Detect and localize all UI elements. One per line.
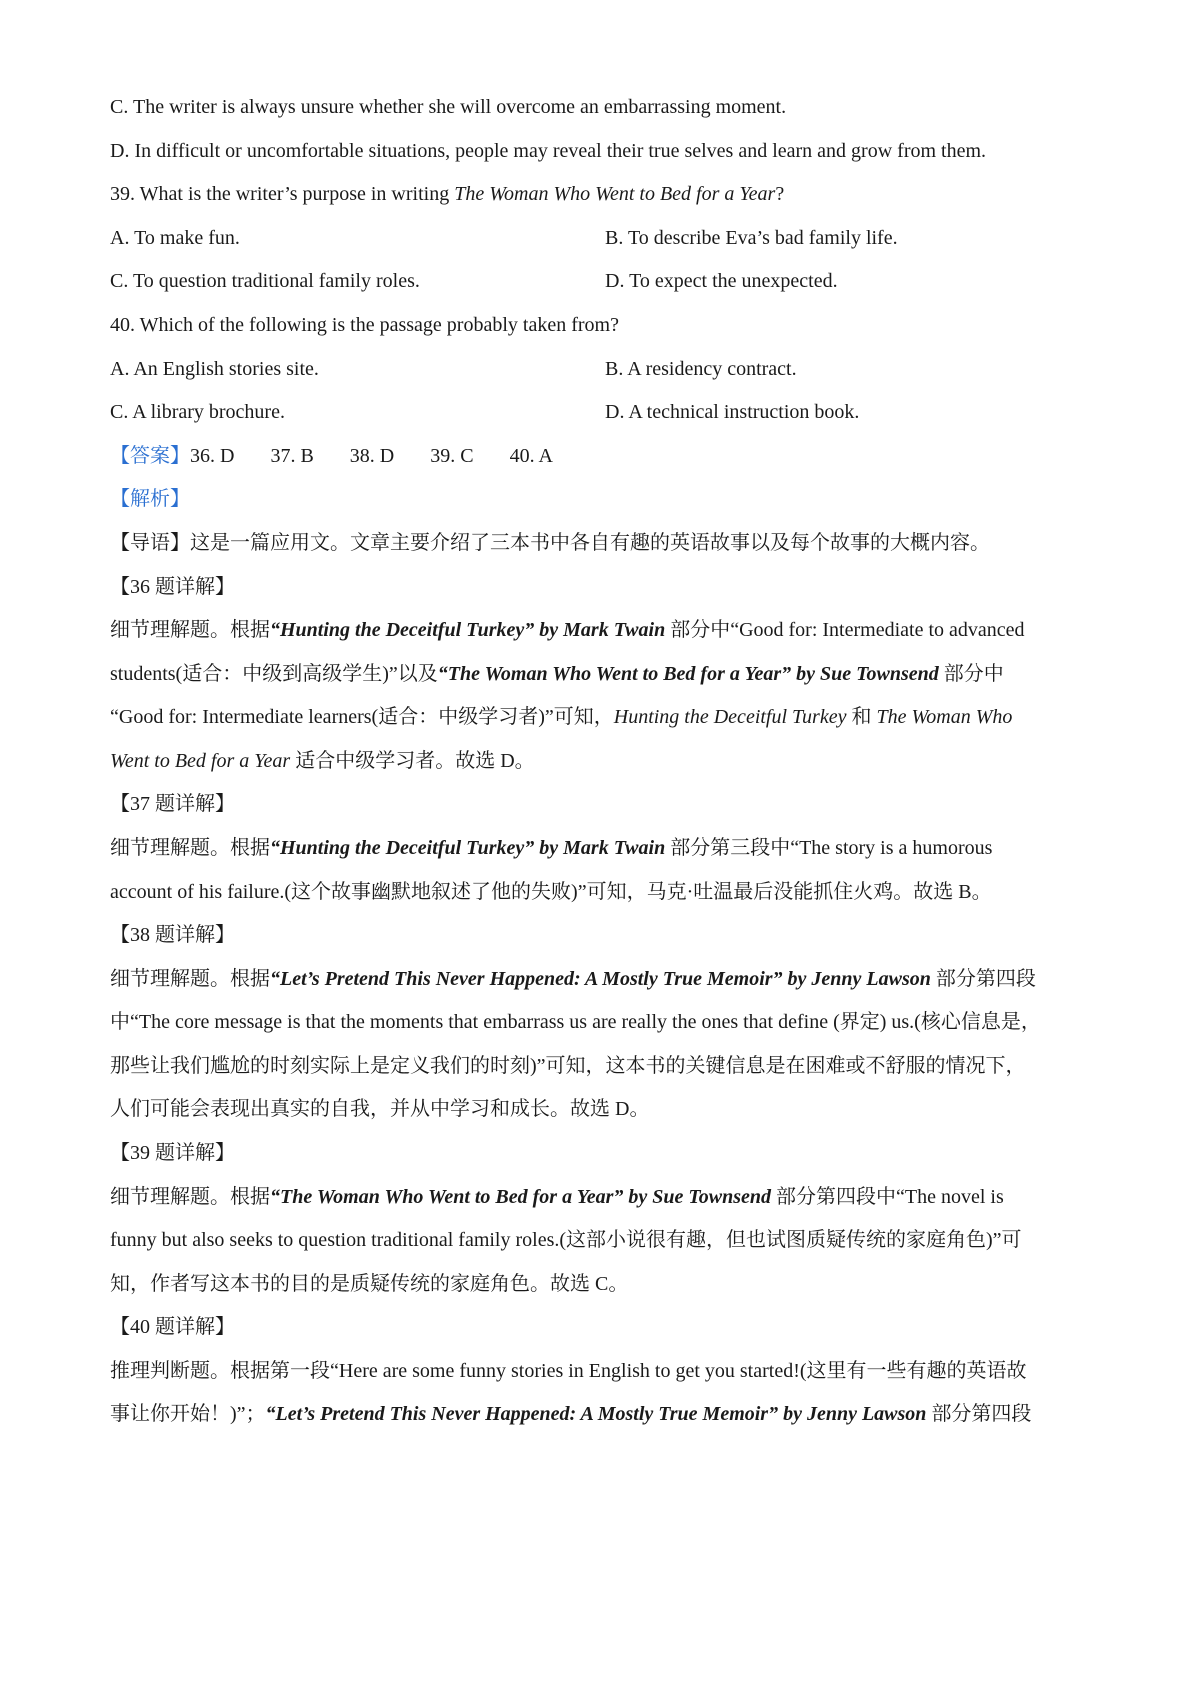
q40-option-b: B. A residency contract.: [605, 358, 797, 380]
q36-line: “Good for: Intermediate learners(适合：中级学习者)”可知，Hunting the Deceitful Turkey 和 The Woman Who: [110, 706, 1013, 728]
answer-item: 37. B: [270, 445, 314, 467]
q39-heading: 【39 题详解】: [110, 1142, 235, 1164]
q37-heading: 【37 题详解】: [110, 793, 235, 815]
answer-label: 【答案】: [110, 445, 190, 467]
analysis-label: 【解析】: [110, 488, 190, 510]
q40-heading: 【40 题详解】: [110, 1316, 235, 1338]
q40-option-c: C. A library brochure.: [110, 401, 285, 423]
q39-line: 细节理解题。根据“The Woman Who Went to Bed for a Year” by Sue Townsend 部分第四段中“The novel is: [110, 1186, 1004, 1208]
q39-option-b: B. To describe Eva’s bad family life.: [605, 227, 898, 249]
q39-option-d: D. To expect the unexpected.: [605, 270, 838, 292]
q36-line: 细节理解题。根据“Hunting the Deceitful Turkey” by Mark Twain 部分中“Good for: Intermediate to advanced: [110, 619, 1025, 641]
q39-line: 知，作者写这本书的目的是质疑传统的家庭角色。故选 C。: [110, 1273, 629, 1295]
answer-item: 40. A: [509, 445, 553, 467]
q37-line: 细节理解题。根据“Hunting the Deceitful Turkey” by Mark Twain 部分第三段中“The story is a humorous: [110, 837, 993, 859]
q39-stem: 39. What is the writer’s purpose in writing The Woman Who Went to Bed for a Year?: [110, 183, 785, 205]
q36-line: Went to Bed for a Year 适合中级学习者。故选 D。: [110, 750, 535, 772]
q38-option-c: C. The writer is always unsure whether she will overcome an embarrassing moment.: [110, 96, 787, 118]
answer-item: 36. D: [190, 445, 235, 467]
q36-heading: 【36 题详解】: [110, 576, 235, 598]
q38-heading: 【38 题详解】: [110, 924, 235, 946]
q40-line: 事让你开始！)”；“Let’s Pretend This Never Happened: A Mostly True Memoir” by Jenny Lawson 部分第四段: [110, 1403, 1032, 1425]
q36-line: students(适合：中级到高级学生)”以及“The Woman Who Went to Bed for a Year” by Sue Townsend 部分中: [110, 663, 1004, 685]
q40-line: 推理判断题。根据第一段“Here are some funny stories in English to get you started!(这里有一些有趣的英语故: [110, 1360, 1027, 1382]
answer-line: [110, 441, 553, 471]
q40-option-d: D. A technical instruction book.: [605, 401, 860, 423]
q38-line: 中“The core message is that the moments that embarrass us are really the ones that define (界定) us.(核心信息是，: [110, 1011, 1041, 1033]
intro: 【导语】这是一篇应用文。文章主要介绍了三本书中各自有趣的英语故事以及每个故事的大概内容。: [110, 532, 990, 554]
q38-option-d: D. In difficult or uncomfortable situations, people may reveal their true selves and learn and grow from them.: [110, 140, 987, 162]
q39-option-c: C. To question traditional family roles.: [110, 270, 420, 292]
q40-option-a: A. An English stories site.: [110, 358, 319, 380]
q40-stem: 40. Which of the following is the passage probably taken from?: [110, 314, 619, 336]
q39-line: funny but also seeks to question traditional family roles.(这部小说很有趣，但也试图质疑传统的家庭角色)”可: [110, 1229, 1022, 1251]
q37-line: account of his failure.(这个故事幽默地叙述了他的失败)”可知，马克·吐温最后没能抓住火鸡。故选 B。: [110, 881, 992, 903]
answer-item: 38. D: [349, 445, 395, 467]
q38-line: 那些让我们尴尬的时刻实际上是定义我们的时刻)”可知，这本书的关键信息是在困难或不舒服的情况下，: [110, 1055, 1026, 1077]
q38-line: 人们可能会表现出真实的自我，并从中学习和成长。故选 D。: [110, 1098, 650, 1120]
q38-line: 细节理解题。根据“Let’s Pretend This Never Happened: A Mostly True Memoir” by Jenny Lawson 部分第四段: [110, 968, 1036, 990]
q39-option-a: A. To make fun.: [110, 227, 240, 249]
answer-item: 39. C: [430, 445, 474, 467]
